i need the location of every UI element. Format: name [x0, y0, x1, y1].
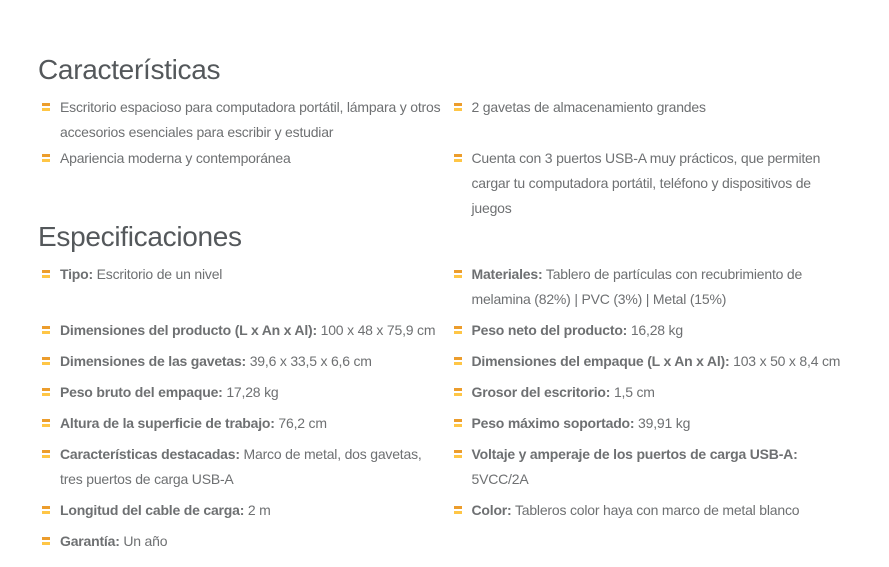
specifications-list — [38, 262, 853, 554]
bullet-icon — [454, 326, 462, 334]
specifications-title: Especificaciones — [38, 221, 242, 252]
feature-item: Apariencia moderna y contemporánea — [38, 146, 442, 221]
spec-label: Voltaje y amperaje de los puertos de carga USB-A: — [471, 446, 798, 462]
spec-label: Tipo: — [60, 266, 93, 282]
bullet-icon — [454, 450, 462, 458]
spec-label: Peso bruto del empaque: — [60, 384, 223, 400]
bullet-icon — [42, 388, 50, 396]
spec-label: Dimensiones de las gavetas: — [60, 353, 247, 369]
spec-label: Altura de la superficie de trabajo: — [60, 415, 275, 431]
specifications-row — [38, 498, 853, 523]
spec-label: Materiales: — [471, 266, 543, 282]
spec-item: Grosor del escritorio: 1,5 cm — [450, 380, 854, 405]
spec-label: Peso neto del producto: — [471, 322, 628, 338]
bullet-icon — [42, 450, 50, 458]
spec-item: Longitud del cable de carga: 2 m — [38, 498, 442, 523]
bullet-icon — [42, 506, 50, 514]
features-row — [38, 146, 853, 221]
spec-label: Peso máximo soportado: — [471, 415, 635, 431]
spec-item: Peso máximo soportado: 39,91 kg — [450, 411, 854, 436]
specifications-row — [38, 411, 853, 436]
spec-label: Garantía: — [60, 533, 120, 549]
bullet-icon — [42, 326, 50, 334]
feature-item: Cuenta con 3 puertos USB-A muy prácticos, que permiten cargar tu computadora portátil, teléfono y dispositivos de juegos — [450, 146, 854, 221]
specifications-row — [38, 380, 853, 405]
feature-item: Escritorio espacioso para computadora portátil, lámpara y otros accesorios esenciales para escribir y estudiar — [38, 95, 442, 145]
bullet-icon — [454, 357, 462, 365]
spec-item: Garantía: Un año — [38, 529, 442, 554]
bullet-icon — [42, 419, 50, 427]
spec-label: Longitud del cable de carga: — [60, 502, 245, 518]
spec-item: Dimensiones del producto (L x An x Al): 100 x 48 x 75,9 cm — [38, 318, 442, 343]
bullet-icon — [42, 154, 50, 162]
spec-label: Color: — [471, 502, 512, 518]
spec-item: Peso neto del producto: 16,28 kg — [450, 318, 854, 343]
empty-cell — [450, 529, 854, 554]
bullet-icon — [454, 506, 462, 514]
specifications-row — [38, 262, 853, 312]
spec-item: Materiales: Tablero de partículas con recubrimiento de melamina (82%) | PVC (3%) | Metal (15%) — [450, 262, 854, 312]
spec-item: Altura de la superficie de trabajo: 76,2 cm — [38, 411, 442, 436]
spec-item: Dimensiones del empaque (L x An x Al): 103 x 50 x 8,4 cm — [450, 349, 854, 374]
spec-label: Características destacadas: — [60, 446, 240, 462]
spec-item: Voltaje y amperaje de los puertos de carga USB-A: 5VCC/2A — [450, 442, 854, 492]
specifications-row — [38, 442, 853, 492]
spec-label: Dimensiones del producto (L x An x Al): — [60, 322, 317, 338]
bullet-icon — [454, 388, 462, 396]
feature-item: 2 gavetas de almacenamiento grandes — [450, 95, 854, 145]
specifications-row — [38, 349, 853, 374]
bullet-icon — [42, 103, 50, 111]
spec-item: Dimensiones de las gavetas: 39,6 x 33,5 x 6,6 cm — [38, 349, 442, 374]
spec-item: Tipo: Escritorio de un nivel — [38, 262, 442, 312]
bullet-icon — [42, 537, 50, 545]
spec-label: Dimensiones del empaque (L x An x Al): — [471, 353, 730, 369]
bullet-icon — [454, 270, 462, 278]
spec-label: Grosor del escritorio: — [471, 384, 611, 400]
bullet-icon — [42, 270, 50, 278]
spec-item: Color: Tableros color haya con marco de metal blanco — [450, 498, 854, 523]
spec-item: Peso bruto del empaque: 17,28 kg — [38, 380, 442, 405]
specifications-row — [38, 318, 853, 343]
features-title: Características — [38, 54, 221, 85]
bullet-icon — [454, 154, 462, 162]
features-row — [38, 95, 853, 145]
specifications-row — [38, 529, 853, 554]
bullet-icon — [42, 357, 50, 365]
bullet-icon — [454, 103, 462, 111]
features-list — [38, 95, 853, 221]
spec-item: Características destacadas: Marco de metal, dos gavetas, tres puertos de carga USB-A — [38, 442, 442, 492]
bullet-icon — [454, 419, 462, 427]
